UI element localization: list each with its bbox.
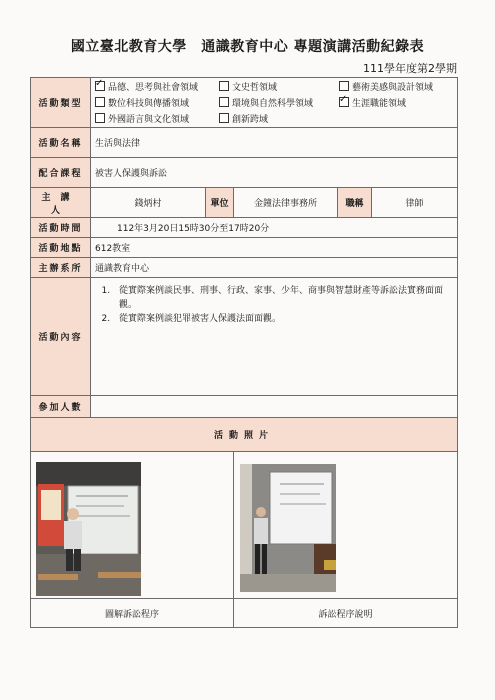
activity-type-options xyxy=(91,78,458,128)
host-row xyxy=(31,258,458,278)
captions-row xyxy=(31,599,458,628)
course-label: 配合課程 xyxy=(31,158,91,188)
content-value xyxy=(91,278,458,396)
activity-type-option-label: 創新跨域 xyxy=(232,115,269,125)
activity-type-option xyxy=(219,80,339,93)
time-label: 活動時間 xyxy=(31,218,91,238)
content-item-2: 2. 從實際案例談犯罪被害人保護法面面觀。 xyxy=(113,312,453,326)
activity-name-row xyxy=(31,128,458,158)
lecture-photo-2 xyxy=(240,464,336,592)
activity-type-row xyxy=(31,78,458,128)
activity-type-option-label: 數位科技與傳播領域 xyxy=(108,99,190,109)
activity-type-option xyxy=(219,112,339,125)
record-form-table xyxy=(30,77,458,628)
activity-type-option xyxy=(95,96,219,109)
checkbox-icon[interactable] xyxy=(95,97,105,107)
checkbox-icon[interactable] xyxy=(219,81,229,91)
photo-caption-1: 圖解訴訟程序 xyxy=(31,599,234,628)
activity-type-option-label: 生涯職能領域 xyxy=(352,99,407,109)
checkbox-icon[interactable] xyxy=(339,81,349,91)
speaker-row xyxy=(31,188,458,218)
activity-type-option-label: 藝術美感與設計領域 xyxy=(352,83,434,93)
activity-type-option-label: 品德、思考與社會領域 xyxy=(108,83,199,93)
job-title-label: 職稱 xyxy=(338,188,372,218)
checkbox-icon[interactable] xyxy=(219,113,229,123)
unit-value: 金鐘法律事務所 xyxy=(234,188,338,218)
photo-caption-2: 訴訟程序說明 xyxy=(234,599,458,628)
place-label: 活動地點 xyxy=(31,238,91,258)
job-title-value: 律師 xyxy=(372,188,458,218)
place-value: 612教室 xyxy=(91,238,458,258)
time-row xyxy=(31,218,458,238)
activity-type-option xyxy=(95,112,219,125)
attendance-label: 參加人數 xyxy=(31,396,91,418)
content-item-1: 1. 從實際案例談民事、刑事、行政、家事、少年、商事與智慧財產等訴訟法實務面面觀。 xyxy=(113,284,453,312)
activity-name-label: 活動名稱 xyxy=(31,128,91,158)
place-row xyxy=(31,238,458,258)
page-title: 國立臺北教育大學 通識教育中心 專題演講活動紀錄表 xyxy=(70,39,425,55)
attendance-row xyxy=(31,396,458,418)
activity-type-option xyxy=(219,96,339,109)
speaker-value: 錢炳村 xyxy=(91,188,206,218)
checked-checkbox-icon[interactable] xyxy=(95,81,105,91)
checkbox-icon[interactable] xyxy=(95,113,105,123)
speaker-label: 主講人 xyxy=(31,188,91,218)
activity-type-option-label: 文史哲領域 xyxy=(232,83,278,93)
activity-type-option-label: 外國語言與文化領域 xyxy=(108,115,190,125)
activity-type-option xyxy=(95,80,219,93)
host-value: 通識教育中心 xyxy=(91,258,458,278)
activity-type-option xyxy=(339,96,449,109)
photo-cell-1 xyxy=(31,452,234,599)
host-label: 主辦系所 xyxy=(31,258,91,278)
photos-label: 活動照片 xyxy=(31,418,458,452)
photos-header-row xyxy=(31,418,458,452)
checked-checkbox-icon[interactable] xyxy=(339,97,349,107)
photos-row xyxy=(31,452,458,599)
content-row xyxy=(31,278,458,396)
activity-type-label: 活動類型 xyxy=(31,78,91,128)
unit-label: 單位 xyxy=(206,188,234,218)
course-value: 被害人保護與訴訟 xyxy=(91,158,458,188)
lecture-photo-1 xyxy=(36,462,141,596)
course-row xyxy=(31,158,458,188)
activity-type-option-label: 環境與自然科學領域 xyxy=(232,99,314,109)
checkbox-icon[interactable] xyxy=(219,97,229,107)
photo-cell-2 xyxy=(234,452,458,599)
time-value: 112年3月20日15時30分至17時20分 xyxy=(91,218,458,238)
attendance-value xyxy=(91,396,458,418)
activity-type-option xyxy=(339,80,449,93)
semester-label: 111學年度第2學期 xyxy=(363,62,457,75)
activity-name-value: 生活與法律 xyxy=(91,128,458,158)
content-label: 活動內容 xyxy=(31,278,91,396)
